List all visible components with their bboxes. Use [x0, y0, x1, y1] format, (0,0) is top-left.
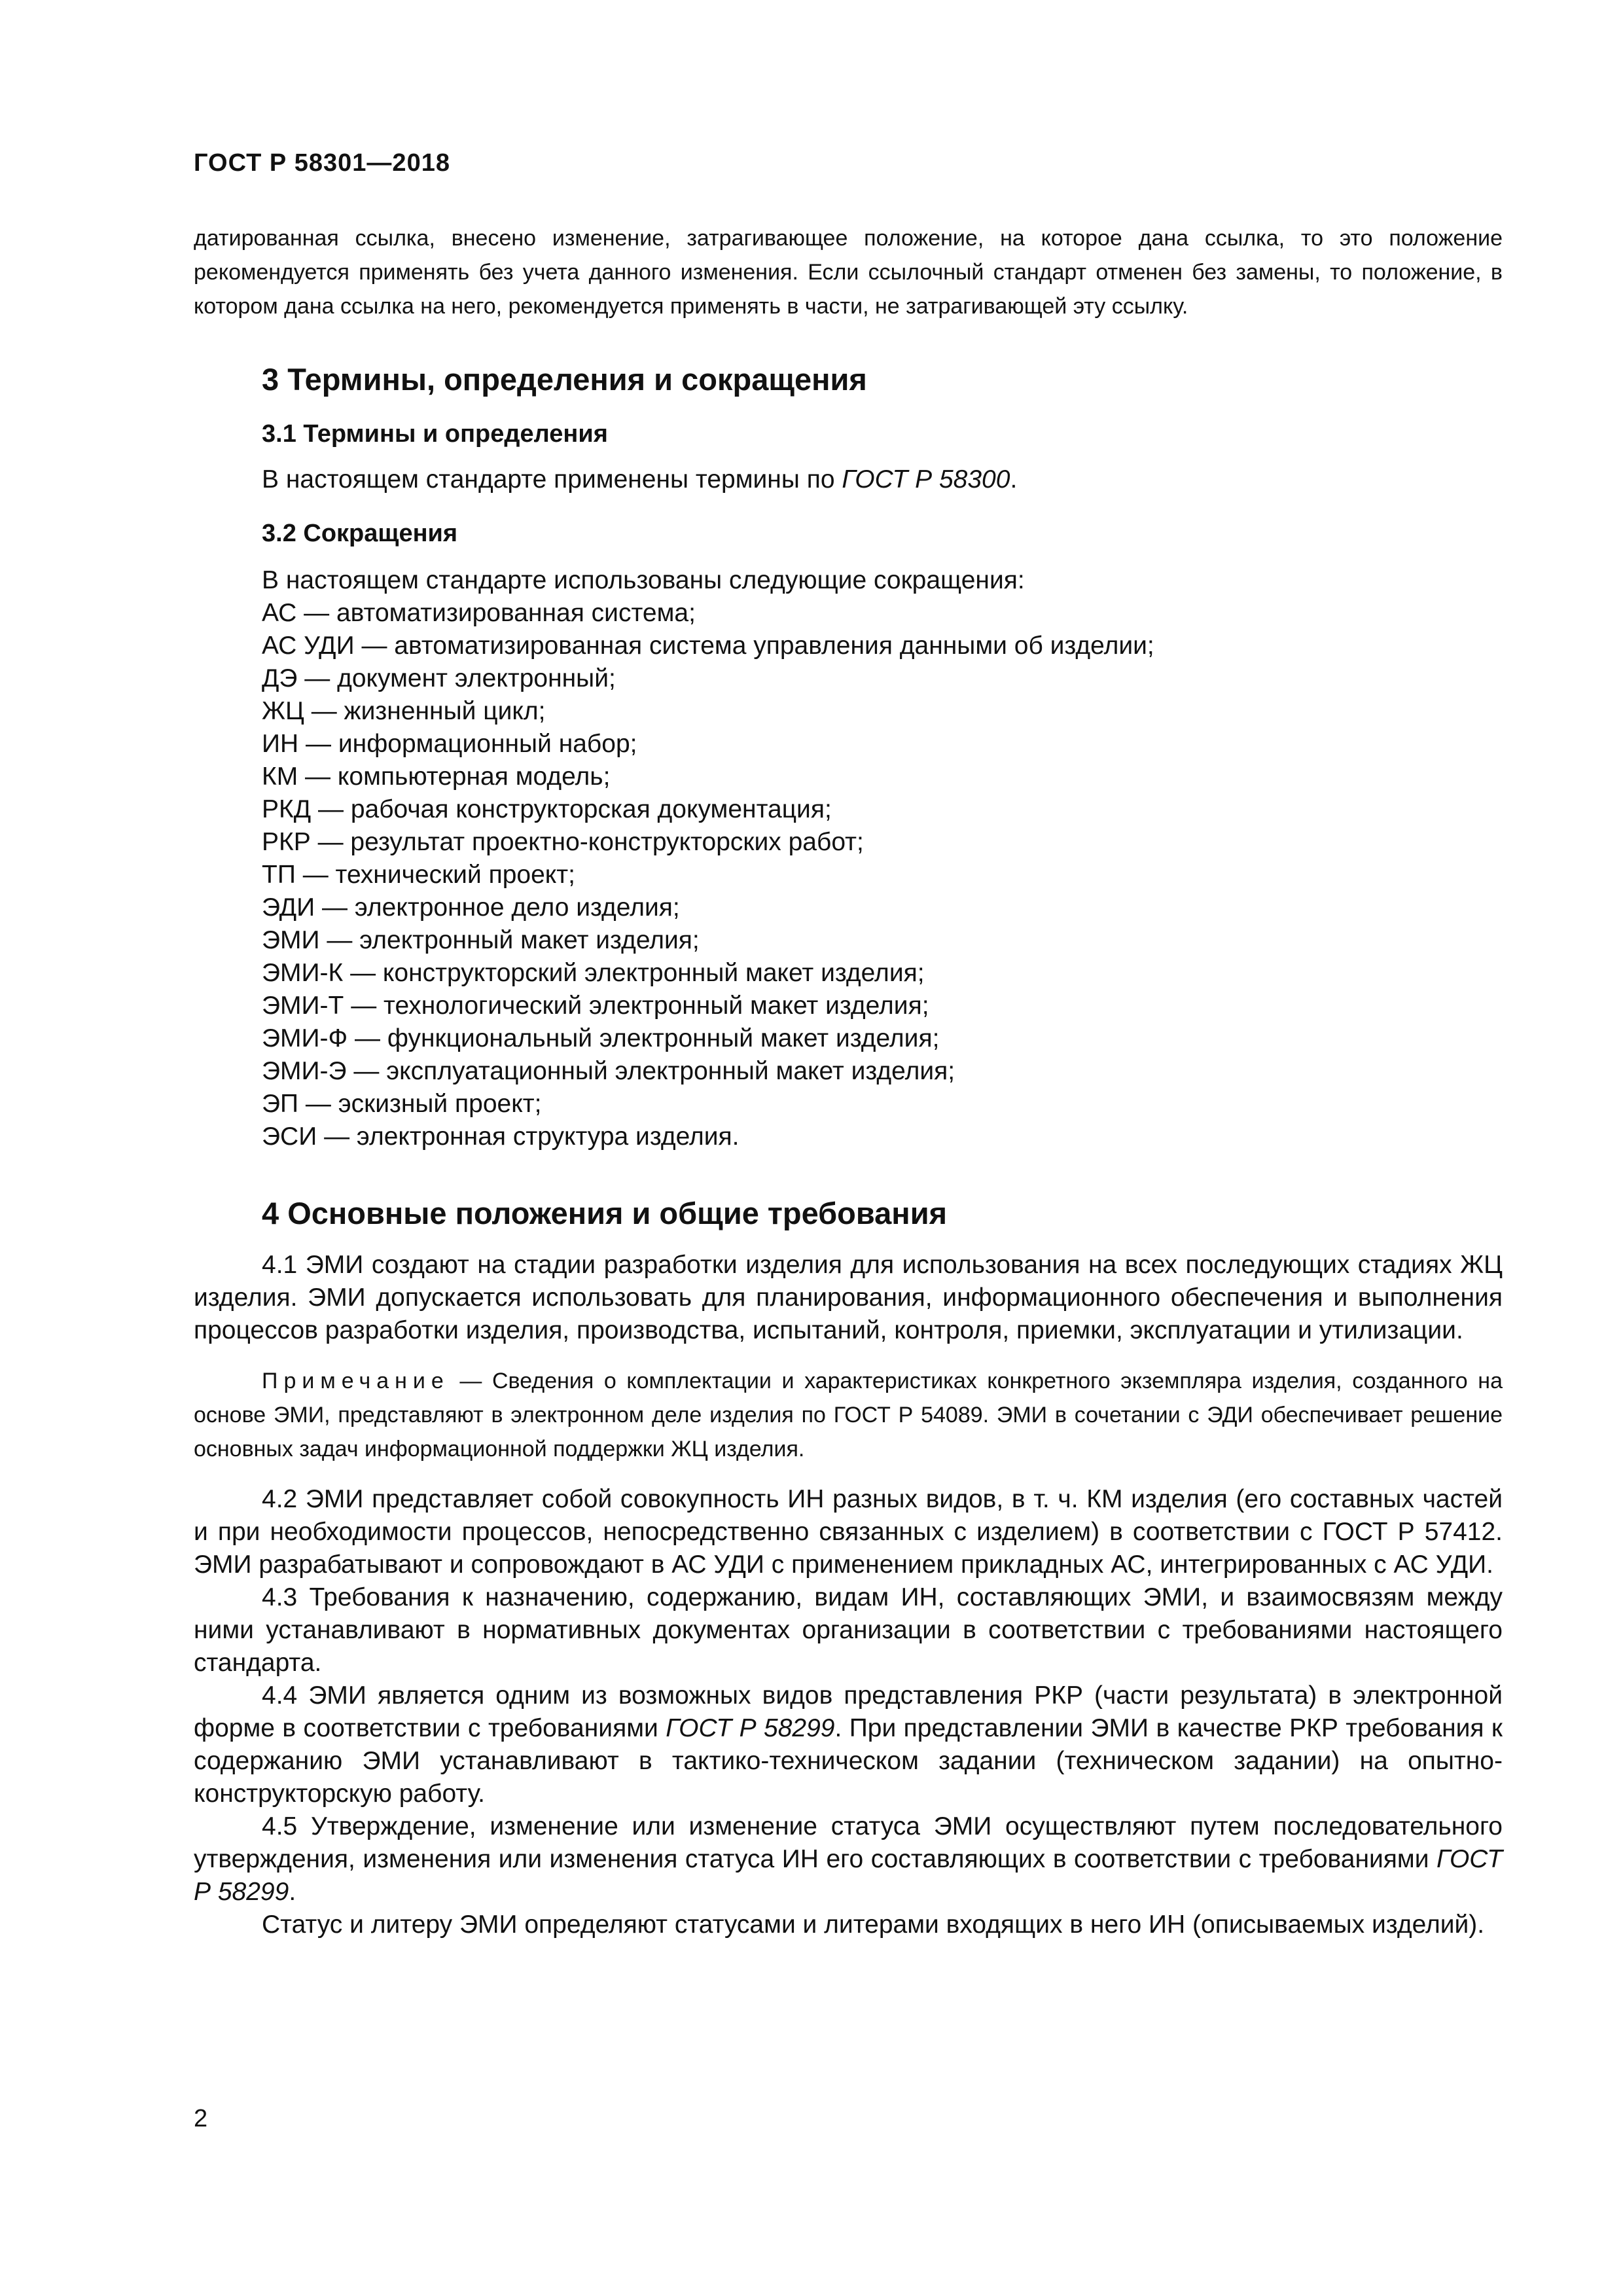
paragraph-4-4 — [194, 1679, 1503, 1810]
document-header-code: ГОСТ Р 58301—2018 — [194, 149, 450, 177]
paragraph-4-5 — [194, 1810, 1503, 1909]
abbreviation-item: ЭМИ-Т — технологический электронный макет изделия; — [262, 992, 929, 1020]
page-number: 2 — [194, 2105, 208, 2132]
subsection-3-1-title: 3.1 Термины и определения — [262, 420, 608, 448]
subsection-3-2-title: 3.2 Сокращения — [262, 520, 458, 547]
abbreviation-item: ЭСИ — электронная структура изделия. — [262, 1122, 740, 1151]
p44-text: 4.4 ЭМИ является одним из возможных видов представления РКР (части результата) в электронной форме в соответствии с требованиями — [194, 1681, 1503, 1742]
note-label: Примечание — [262, 1369, 450, 1393]
page-content — [194, 221, 1503, 1941]
abbreviation-item: ЭП — эскизный проект; — [262, 1090, 542, 1118]
p45-text-end: . — [289, 1878, 296, 1906]
abbreviation-item: ЭМИ-Э — эксплуатационный электронный макет изделия; — [262, 1057, 955, 1085]
note-text: — Сведения о комплектации и характеристиках конкретного экземпляра изделия, созданного на основе ЭМИ, представляют в электронном деле изделия по ГОСТ Р 54089. ЭМИ в сочетании с ЭДИ обеспечивает решение основных задач информационной поддержки ЖЦ изделия. — [194, 1369, 1503, 1462]
abbreviation-item: ЖЦ — жизненный цикл; — [262, 697, 546, 725]
p44-text-end: . При представлении ЭМИ в качестве РКР требования к содержанию ЭМИ устанавливают в тактико-техническом задании (техническом задании) на опытно-конструкторскую работу. — [194, 1714, 1503, 1808]
abbreviations-list — [262, 564, 1503, 1153]
paragraph-4-2: 4.2 ЭМИ представляет собой совокупность ИН разных видов, в т. ч. КМ изделия (его составных частей и при необходимости процессов, непосредственно связанных с изделием) в соответствии с ГОСТ Р 57412. ЭМИ разрабатывают и сопровождают в АС УДИ с применением прикладных АС, интегрированных с АС УДИ. — [194, 1485, 1503, 1579]
abbreviation-item: ЭМИ-Ф — функциональный электронный макет изделия; — [262, 1024, 940, 1052]
subsection-3-1-text — [262, 463, 1503, 496]
terms-text-end: . — [1010, 465, 1018, 493]
abbreviation-item: АС — автоматизированная система; — [262, 599, 696, 627]
p44-reference: ГОСТ Р 58299 — [666, 1714, 835, 1742]
abbreviation-item: КМ — компьютерная модель; — [262, 762, 611, 791]
abbreviations-intro: В настоящем стандарте использованы следующие сокращения: — [262, 566, 1025, 594]
p45-reference: ГОСТ Р 58299 — [194, 1845, 1503, 1906]
intro-paragraph: датированная ссылка, внесено изменение, затрагивающее положение, на которое дана ссылка, то это положение рекомендуется применять без учета данного изменения. Если ссылочный стандарт отменен без замены, то положение, в котором дана ссылка на него, рекомендуется применять в части, не затрагивающей эту ссылку. — [194, 226, 1503, 319]
abbreviation-item: ЭМИ-К — конструкторский электронный макет изделия; — [262, 959, 925, 987]
abbreviation-item: ДЭ — документ электронный; — [262, 664, 616, 692]
abbreviation-item: ЭМИ — электронный макет изделия; — [262, 926, 700, 954]
abbreviation-item: ЭДИ — электронное дело изделия; — [262, 893, 680, 922]
paragraph-status: Статус и литеру ЭМИ определяют статусами и литерами входящих в него ИН (описываемых изделий). — [262, 1910, 1485, 1939]
paragraph-4-1: 4.1 ЭМИ создают на стадии разработки изделия для использования на всех последующих стадиях ЖЦ изделия. ЭМИ допускается использовать для планирования, информационного обеспечения и выполнения процессов разработки изделия, производства, испытаний, контроля, приемки, эксплуатации и утилизации. — [194, 1251, 1503, 1344]
abbreviation-item: АС УДИ — автоматизированная система управления данными об изделии; — [262, 632, 1154, 660]
terms-text: В настоящем стандарте применены термины по — [262, 465, 842, 493]
note-paragraph — [194, 1364, 1503, 1466]
abbreviation-item: РКД — рабочая конструкторская документация; — [262, 795, 832, 823]
section-4-title: 4 Основные положения и общие требования — [262, 1196, 948, 1230]
abbreviation-item: РКР — результат проектно-конструкторских работ; — [262, 828, 864, 856]
abbreviation-item: ИН — информационный набор; — [262, 730, 637, 758]
abbreviation-item: ТП — технический проект; — [262, 861, 575, 889]
section-3-title: 3 Термины, определения и сокращения — [262, 362, 867, 397]
p45-text: 4.5 Утверждение, изменение или изменение статуса ЭМИ осуществляют путем последовательного утверждения, изменения или изменения статуса ИН его составляющих в соответствии с требованиями — [194, 1812, 1503, 1873]
terms-reference: ГОСТ Р 58300 — [842, 465, 1010, 493]
paragraph-4-3: 4.3 Требования к назначению, содержанию, видам ИН, составляющих ЭМИ, и взаимосвязям между ними устанавливают в нормативных документах организации в соответствии с требованиями настоящего стандарта. — [194, 1583, 1503, 1677]
